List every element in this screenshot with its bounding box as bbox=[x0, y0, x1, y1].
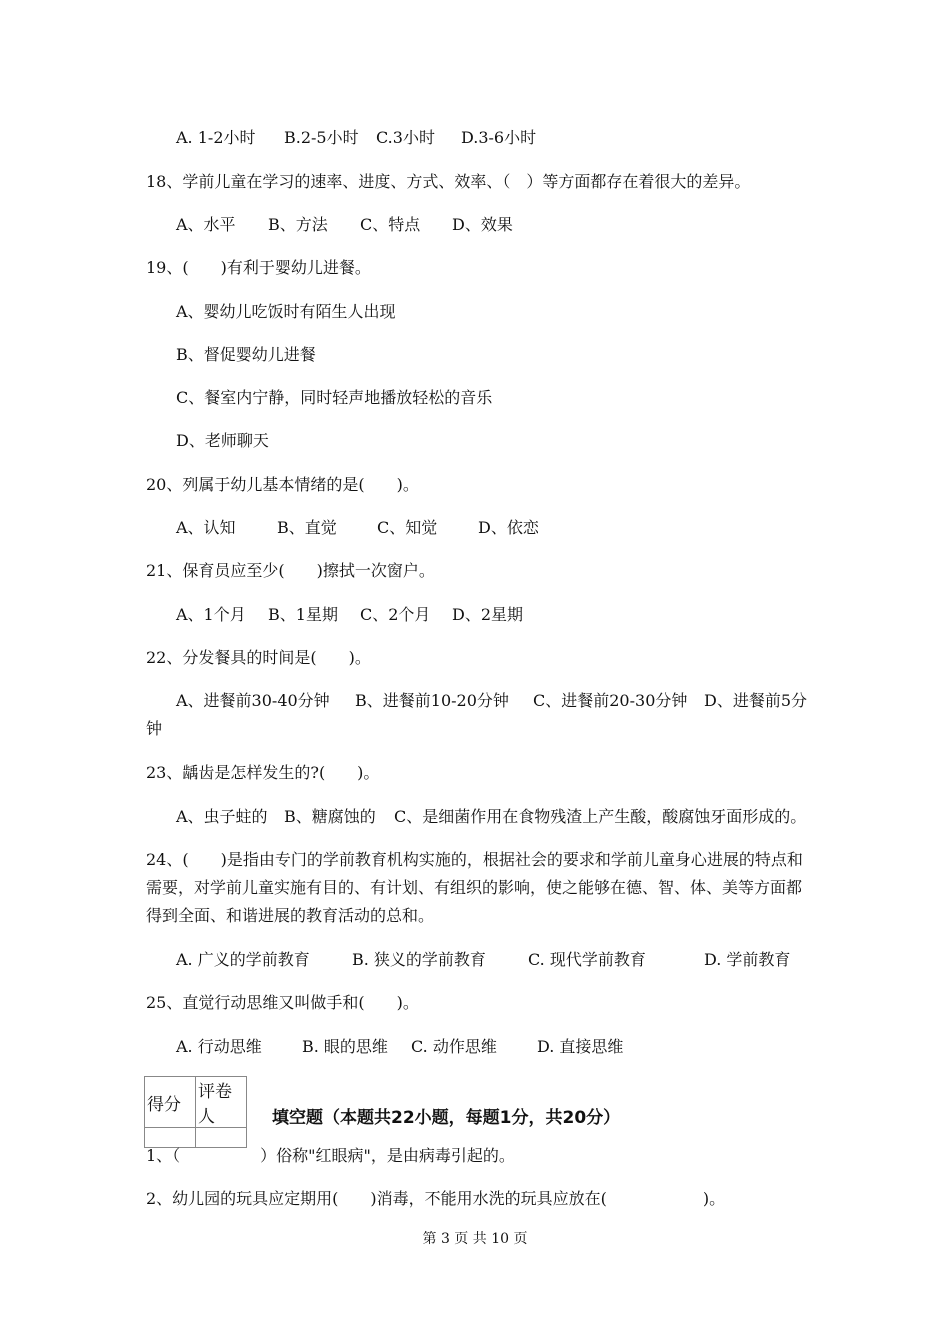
q23-option-c: C、是细菌作用在食物残渣上产生酸，酸腐蚀牙面形成的。 bbox=[394, 807, 807, 826]
q17-option-d: D.3-6小时 bbox=[461, 128, 537, 147]
score-cell bbox=[145, 1128, 196, 1148]
question-21-stem: 21、保育员应至少( )擦拭一次窗户。 bbox=[146, 561, 435, 580]
question-19-stem: 19、( )有利于婴幼儿进餐。 bbox=[146, 258, 371, 277]
q18-option-a: A、水平 bbox=[176, 215, 236, 234]
q24-option-a: A. 广义的学前教育 bbox=[176, 950, 310, 969]
q22-option-d-wrap: 钟 bbox=[146, 719, 163, 738]
grader-label: 评卷人 bbox=[196, 1077, 247, 1128]
score-box bbox=[144, 1076, 247, 1148]
q19-option-d: D、老师聊天 bbox=[176, 431, 269, 450]
q25-option-c: C. 动作思维 bbox=[411, 1037, 497, 1056]
question-24-stem: 24、( )是指由专门的学前教育机构实施的，根据社会的要求和学前儿童身心进展的特点和需要，对学前儿童实施有目的、有计划、有组织的影响，使之能够在德、智、体、美等方面都得到全面、和谐进展的教育活动的总和。 bbox=[146, 850, 803, 925]
q20-option-c: C、知觉 bbox=[377, 518, 438, 537]
question-20-stem: 20、列属于幼儿基本情绪的是( )。 bbox=[146, 475, 419, 494]
question-23-stem: 23、龋齿是怎样发生的?( )。 bbox=[146, 763, 380, 782]
grader-cell bbox=[196, 1128, 247, 1148]
q22-option-a: A、进餐前30-40分钟 bbox=[176, 691, 330, 710]
q20-option-a: A、认知 bbox=[176, 518, 236, 537]
q19-option-c: C、餐室内宁静，同时轻声地播放轻松的音乐 bbox=[176, 388, 493, 407]
q20-option-b: B、直觉 bbox=[277, 518, 337, 537]
q18-option-d: D、效果 bbox=[452, 215, 513, 234]
q22-option-d: D、进餐前5分 bbox=[704, 691, 808, 710]
question-25-stem: 25、直觉行动思维又叫做手和( )。 bbox=[146, 993, 419, 1012]
q21-option-b: B、1星期 bbox=[268, 605, 338, 624]
q21-option-c: C、2个月 bbox=[360, 605, 431, 624]
q22-option-c: C、进餐前20-30分钟 bbox=[533, 691, 688, 710]
fill-question-2: 2、幼儿园的玩具应定期用( )消毒，不能用水洗的玩具应放在( )。 bbox=[146, 1189, 726, 1208]
q21-option-d: D、2星期 bbox=[452, 605, 524, 624]
q25-option-d: D. 直接思维 bbox=[537, 1037, 624, 1056]
q19-option-b: B、督促婴幼儿进餐 bbox=[176, 345, 316, 364]
q18-option-b: B、方法 bbox=[268, 215, 328, 234]
q25-option-b: B. 眼的思维 bbox=[302, 1037, 388, 1056]
q22-option-b: B、进餐前10-20分钟 bbox=[355, 691, 509, 710]
question-18-stem: 18、学前儿童在学习的速率、进度、方式、效率、（ ）等方面都存在着很大的差异。 bbox=[146, 172, 751, 191]
page-footer: 第 3 页 共 10 页 bbox=[422, 1231, 528, 1247]
question-22-stem: 22、分发餐具的时间是( )。 bbox=[146, 648, 371, 667]
q23-option-b: B、糖腐蚀的 bbox=[284, 807, 376, 826]
q24-option-c: C. 现代学前教育 bbox=[528, 950, 646, 969]
score-label: 得分 bbox=[145, 1077, 196, 1128]
fill-question-1: 1、（ ）俗称"红眼病"，是由病毒引起的。 bbox=[146, 1146, 515, 1165]
q18-option-c: C、特点 bbox=[360, 215, 421, 234]
q19-option-a: A、婴幼儿吃饭时有陌生人出现 bbox=[176, 302, 396, 321]
section-title: 填空题（本题共22小题，每题1分，共20分） bbox=[272, 1108, 621, 1128]
q21-option-a: A、1个月 bbox=[176, 605, 246, 624]
q25-option-a: A. 行动思维 bbox=[176, 1037, 262, 1056]
q20-option-d: D、依恋 bbox=[478, 518, 539, 537]
q17-option-c: C.3小时 bbox=[376, 128, 435, 147]
q24-option-b: B. 狭义的学前教育 bbox=[352, 950, 486, 969]
q17-option-b: B.2-5小时 bbox=[284, 128, 359, 147]
q23-option-a: A、虫子蛀的 bbox=[176, 807, 268, 826]
q24-option-d: D. 学前教育 bbox=[704, 950, 791, 969]
q17-option-a: A. 1-2小时 bbox=[176, 128, 256, 147]
